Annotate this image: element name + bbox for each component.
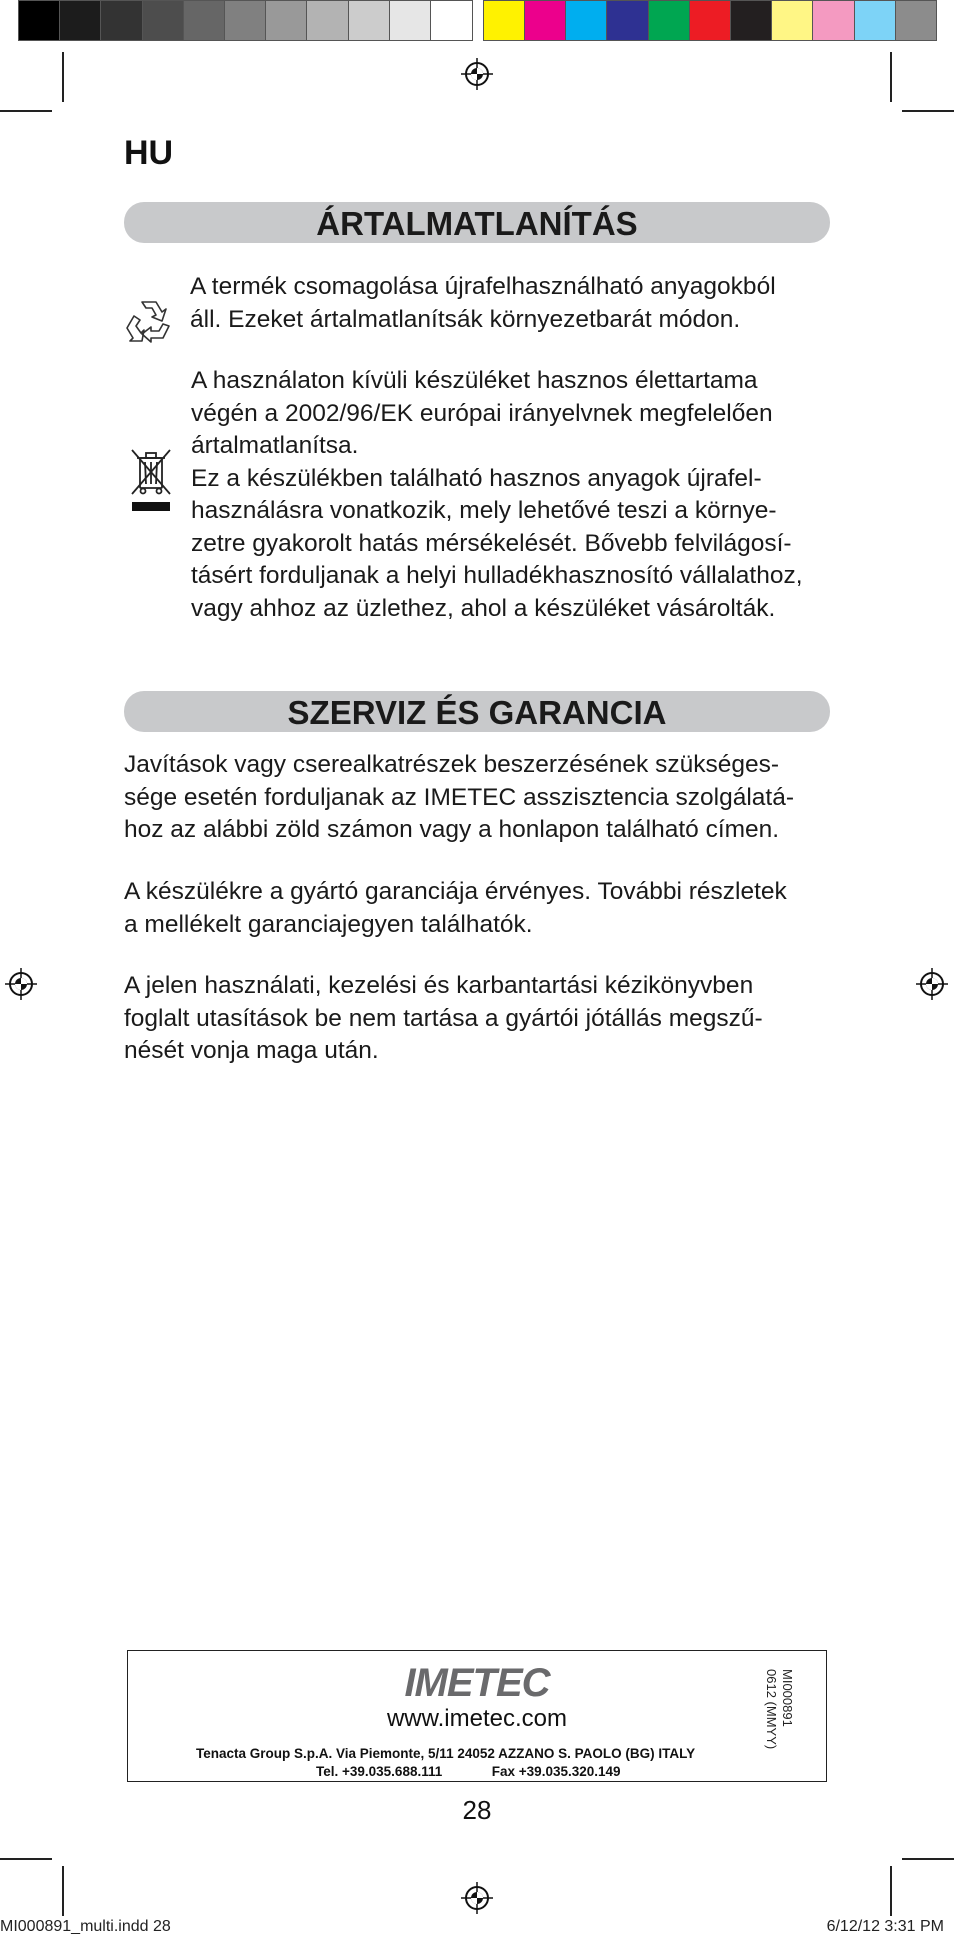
- color-swatch: [18, 0, 61, 41]
- document-code-line: MI000891: [780, 1669, 795, 1727]
- crop-mark: [890, 1866, 892, 1916]
- packaging-disposal-text: [190, 271, 830, 336]
- color-swatch: [100, 0, 143, 41]
- document-code: [763, 1669, 795, 1779]
- text-line: A jelen használati, kezelési és karbantartási kézikönyvben: [124, 972, 754, 999]
- registration-mark-icon: [5, 968, 37, 1000]
- text-line: A készülékre a gyártó garanciája érvényes. További részletek: [124, 878, 787, 905]
- section-title-service: SZERVIZ ÉS GARANCIA: [124, 691, 830, 732]
- color-swatch: [183, 0, 226, 41]
- crop-mark: [902, 110, 954, 112]
- color-swatch: [730, 0, 773, 41]
- text-line: ártalmatlanítsa.: [191, 432, 359, 459]
- file-slug: MI000891_multi.indd 28: [0, 1918, 171, 1935]
- text-line: a mellékelt garanciajegyen találhatók.: [124, 910, 533, 938]
- text-line: áll. Ezeket ártalmatlanítsák környezetbarát módon.: [190, 305, 741, 333]
- crop-mark: [890, 52, 892, 102]
- color-swatch: [895, 0, 938, 41]
- text-line: tásért forduljanak a helyi hulladékhasznosító vállalathoz,: [191, 562, 803, 589]
- color-swatch: [265, 0, 308, 41]
- recycle-icon: [122, 296, 176, 346]
- registration-mark-icon: [916, 968, 948, 1000]
- text-line: zetre gyakorolt hatás mérsékelését. Bővebb felvilágosí-: [191, 529, 792, 557]
- service-paragraph-3: [124, 970, 830, 1068]
- text-line: sége esetén forduljanak az IMETEC asszisztencia szolgálatá-: [124, 783, 794, 811]
- fax-number: Fax +39.035.320.149: [491, 1764, 621, 1779]
- document-code-line: 0612 (MMYY): [764, 1669, 779, 1750]
- crop-mark: [0, 110, 52, 112]
- text-line: foglalt utasítások be nem tartása a gyártói jótállás megszű-: [124, 1004, 763, 1032]
- text-line: nését vonja maga után.: [124, 1037, 379, 1064]
- crop-mark: [902, 1858, 954, 1860]
- crop-mark: [62, 1866, 64, 1916]
- text-line: vagy ahhoz az üzlethez, ahol a készüléket vásárolták.: [191, 594, 776, 622]
- text-line: Ez a készülékben található hasznos anyagok újrafel-: [191, 464, 762, 492]
- color-swatch: [812, 0, 855, 41]
- text-line: végén a 2002/96/EK európai irányelvnek megfelelően: [191, 399, 773, 427]
- color-swatch: [389, 0, 432, 41]
- company-info-box: [127, 1650, 827, 1782]
- text-line: hoz az alábbi zöld számon vagy a honlapon található címen.: [124, 816, 780, 843]
- color-swatch: [648, 0, 691, 41]
- website-link[interactable]: www.imetec.com: [386, 1705, 568, 1732]
- crop-mark: [0, 1858, 52, 1860]
- section-title-disposal: ÁRTALMATLANÍTÁS: [124, 202, 830, 243]
- language-code: HU: [124, 134, 174, 172]
- color-swatch: [483, 0, 526, 41]
- text-line: A használaton kívüli készüléket hasznos élettartama: [191, 367, 758, 394]
- brand-logo: IMETEC: [404, 1661, 550, 1705]
- date-slug: 6/12/12 3:31 PM: [826, 1918, 944, 1935]
- color-swatch: [689, 0, 732, 41]
- color-swatch: [524, 0, 567, 41]
- color-swatch: [59, 0, 102, 41]
- weee-disposal-text: [191, 365, 830, 625]
- registration-mark-icon: [461, 1882, 493, 1914]
- registration-mark-icon: [461, 58, 493, 90]
- company-contacts: [316, 1764, 621, 1779]
- text-line: A termék csomagolása újrafelhasználható anyagokból: [190, 273, 776, 300]
- color-swatch: [348, 0, 391, 41]
- color-swatch: [142, 0, 185, 41]
- color-swatch: [306, 0, 349, 41]
- service-paragraph-1: [124, 749, 830, 847]
- text-line: Javítások vagy cserealkatrészek beszerzésének szükséges-: [124, 751, 779, 778]
- color-swatch: [854, 0, 897, 41]
- telephone-number: Tel. +39.035.688.111: [316, 1764, 443, 1779]
- color-calibration-bar: [18, 0, 936, 44]
- color-swatch: [430, 0, 473, 41]
- color-swatch: [224, 0, 267, 41]
- color-swatch: [606, 0, 649, 41]
- service-paragraph-2: [124, 876, 830, 941]
- crossed-bin-icon: [129, 446, 173, 512]
- text-line: használásra vonatkozik, mely lehetővé teszi a környe-: [191, 497, 777, 524]
- color-swatch: [771, 0, 814, 41]
- crop-mark: [62, 52, 64, 102]
- page-number: 28: [462, 1795, 492, 1825]
- color-swatch: [565, 0, 608, 41]
- company-address: Tenacta Group S.p.A. Via Piemonte, 5/11 24052 AZZANO S. PAOLO (BG) ITALY: [196, 1746, 696, 1761]
